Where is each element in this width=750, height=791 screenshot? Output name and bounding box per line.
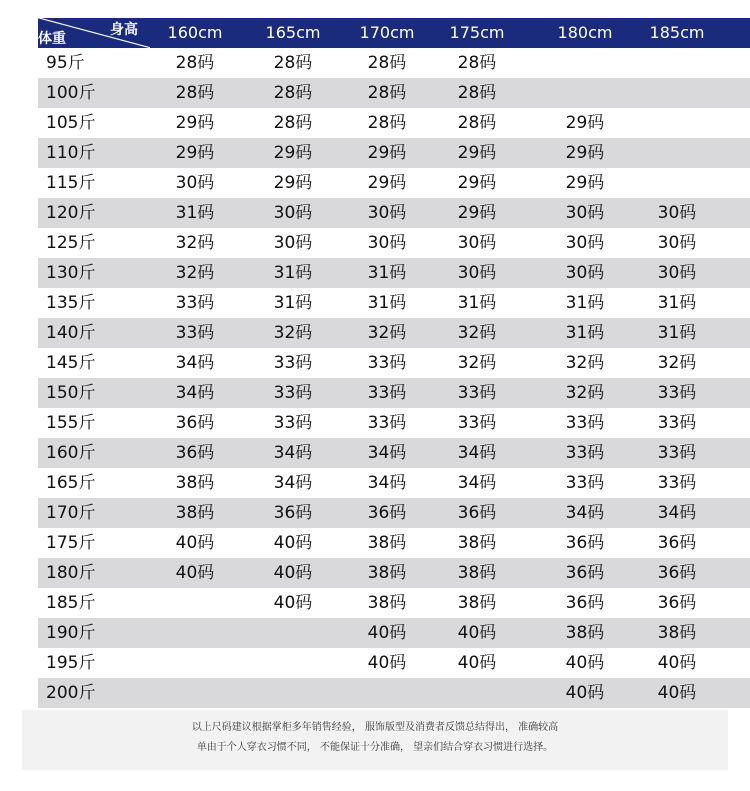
size-cell: 31码 (367, 263, 407, 283)
size-cell: 30码 (657, 263, 697, 283)
table-row (38, 588, 750, 618)
size-cell: 32码 (175, 233, 215, 253)
size-cell: 38码 (367, 593, 407, 613)
column-header: 180cm (557, 23, 613, 42)
table-row (38, 378, 750, 408)
size-cell (248, 678, 338, 708)
size-cell: 31码 (657, 293, 697, 313)
corner-cell (38, 18, 150, 48)
size-cell: 31码 (367, 293, 407, 313)
size-cell: 28码 (273, 83, 313, 103)
size-cell: 32码 (457, 353, 497, 373)
size-cell: 33码 (273, 413, 313, 433)
size-cell: 29码 (175, 143, 215, 163)
size-cell: 29码 (457, 173, 497, 193)
weight-label: 125斤 (46, 233, 96, 253)
size-cell: 36码 (657, 593, 697, 613)
column-header: 170cm (359, 23, 415, 42)
table-row (38, 648, 750, 678)
size-cell: 32码 (657, 353, 697, 373)
size-cell: 40码 (457, 653, 497, 673)
weight-label: 195斤 (46, 653, 96, 673)
size-cell: 40码 (457, 623, 497, 643)
size-cell: 33码 (175, 293, 215, 313)
size-cell: 29码 (273, 173, 313, 193)
size-cell: 38码 (457, 593, 497, 613)
size-cell: 40码 (273, 563, 313, 583)
size-cell: 32码 (457, 323, 497, 343)
table-row (38, 438, 750, 468)
size-cell: 36码 (175, 413, 215, 433)
table-row (38, 498, 750, 528)
size-cell (248, 618, 338, 648)
size-cell: 31码 (565, 323, 605, 343)
size-cell: 32码 (565, 383, 605, 403)
size-cell: 34码 (273, 473, 313, 493)
size-cell: 33码 (565, 473, 605, 493)
size-cell: 28码 (457, 83, 497, 103)
size-cell: 33码 (367, 413, 407, 433)
size-cell: 33码 (657, 413, 697, 433)
size-cell: 28码 (273, 53, 313, 73)
size-cell: 34码 (457, 443, 497, 463)
size-cell: 28码 (273, 113, 313, 133)
size-cell: 34码 (367, 473, 407, 493)
weight-label: 115斤 (46, 173, 96, 193)
size-cell: 29码 (565, 173, 605, 193)
weight-label: 95斤 (46, 53, 85, 73)
size-cell: 40码 (657, 683, 697, 703)
size-cell: 30码 (457, 263, 497, 283)
size-cell: 40码 (367, 623, 407, 643)
weight-label: 145斤 (46, 353, 96, 373)
weight-label: 180斤 (46, 563, 96, 583)
size-cell: 33码 (565, 413, 605, 433)
table-row (38, 108, 750, 138)
size-cell: 38码 (175, 503, 215, 523)
table-row (38, 48, 750, 78)
size-cell: 34码 (565, 503, 605, 523)
column-header: 185cm (649, 23, 705, 42)
size-cell: 28码 (367, 113, 407, 133)
size-cell: 38码 (565, 623, 605, 643)
size-cell: 33码 (657, 443, 697, 463)
size-cell: 38码 (367, 533, 407, 553)
size-cell (632, 168, 722, 198)
size-cell: 40码 (565, 653, 605, 673)
note-line-2: 单由于个人穿衣习惯不同， 不能保证十分准确， 望亲们结合穿衣习惯进行选择。 (196, 742, 554, 753)
size-cell (342, 678, 432, 708)
weight-label: 165斤 (46, 473, 96, 493)
size-cell: 40码 (565, 683, 605, 703)
table-body (38, 48, 750, 708)
size-cell: 38码 (367, 563, 407, 583)
size-cell: 32码 (367, 323, 407, 343)
weight-label: 140斤 (46, 323, 96, 343)
weight-label: 200斤 (46, 683, 96, 703)
height-axis-label: 身高 (110, 22, 138, 38)
size-cell: 40码 (657, 653, 697, 673)
size-cell: 30码 (565, 233, 605, 253)
weight-label: 105斤 (46, 113, 96, 133)
table-row (38, 78, 750, 108)
size-cell: 36码 (565, 533, 605, 553)
size-cell (632, 138, 722, 168)
table-row (38, 258, 750, 288)
table-row (38, 138, 750, 168)
size-cell: 34码 (175, 383, 215, 403)
size-cell: 34码 (457, 473, 497, 493)
column-header: 165cm (265, 23, 321, 42)
weight-label: 175斤 (46, 533, 96, 553)
size-cell: 38码 (457, 563, 497, 583)
table-row (38, 198, 750, 228)
size-cell: 29码 (565, 113, 605, 133)
size-cell: 33码 (273, 353, 313, 373)
size-cell: 29码 (175, 113, 215, 133)
size-cell: 31码 (175, 203, 215, 223)
table-row (38, 408, 750, 438)
size-cell: 31码 (657, 323, 697, 343)
size-cell (432, 678, 522, 708)
column-header: 160cm (167, 23, 223, 42)
size-cell: 28码 (175, 53, 215, 73)
table-row (38, 288, 750, 318)
weight-label: 120斤 (46, 203, 96, 223)
size-cell: 30码 (273, 233, 313, 253)
weight-label: 170斤 (46, 503, 96, 523)
size-cell: 36码 (565, 593, 605, 613)
size-cell: 32码 (273, 323, 313, 343)
size-cell: 36码 (657, 533, 697, 553)
size-cell: 32码 (175, 263, 215, 283)
size-cell (150, 648, 240, 678)
size-cell: 30码 (565, 263, 605, 283)
size-cell: 36码 (367, 503, 407, 523)
size-cell: 30码 (657, 203, 697, 223)
size-cell: 30码 (657, 233, 697, 253)
weight-label: 110斤 (46, 143, 96, 163)
size-chart-table (38, 18, 750, 708)
size-cell: 29码 (565, 143, 605, 163)
size-cell: 28码 (457, 113, 497, 133)
size-cell: 29码 (273, 143, 313, 163)
size-cell: 30码 (367, 233, 407, 253)
size-cell: 38码 (175, 473, 215, 493)
size-cell: 30码 (565, 203, 605, 223)
table-row (38, 528, 750, 558)
size-cell: 30码 (367, 203, 407, 223)
size-cell: 34码 (175, 353, 215, 373)
size-cell (632, 78, 722, 108)
size-cell: 33码 (457, 413, 497, 433)
weight-label: 130斤 (46, 263, 96, 283)
size-cell (248, 648, 338, 678)
size-cell: 38码 (657, 623, 697, 643)
size-cell: 31码 (273, 263, 313, 283)
size-cell: 31码 (457, 293, 497, 313)
size-cell: 38码 (457, 533, 497, 553)
size-cell: 40码 (175, 533, 215, 553)
size-cell: 30码 (273, 203, 313, 223)
size-cell: 34码 (367, 443, 407, 463)
table-row (38, 228, 750, 258)
weight-label: 155斤 (46, 413, 96, 433)
size-cell: 28码 (175, 83, 215, 103)
size-cell: 28码 (457, 53, 497, 73)
size-cell (150, 678, 240, 708)
size-cell (632, 48, 722, 78)
table-row (38, 678, 750, 708)
size-cell: 40码 (273, 593, 313, 613)
weight-label: 185斤 (46, 593, 96, 613)
size-cell: 40码 (367, 653, 407, 673)
table-row (38, 168, 750, 198)
size-cell: 30码 (457, 233, 497, 253)
size-cell: 36码 (273, 503, 313, 523)
table-row (38, 348, 750, 378)
size-cell: 33码 (657, 383, 697, 403)
note-line-1: 以上尺码建议根据掌柜多年销售经验， 服饰版型及消费者反馈总结得出， 准确较高 (191, 722, 559, 733)
size-cell (632, 108, 722, 138)
size-cell: 32码 (565, 353, 605, 373)
size-cell: 31码 (565, 293, 605, 313)
size-advice-note (22, 710, 728, 770)
size-cell: 28码 (367, 83, 407, 103)
size-cell: 36码 (565, 563, 605, 583)
size-cell (540, 78, 630, 108)
size-cell: 36码 (457, 503, 497, 523)
table-row (38, 618, 750, 648)
size-cell: 36码 (175, 443, 215, 463)
size-cell: 30码 (175, 173, 215, 193)
table-row (38, 558, 750, 588)
size-cell: 34码 (273, 443, 313, 463)
size-cell: 29码 (457, 203, 497, 223)
size-cell: 29码 (457, 143, 497, 163)
size-cell: 33码 (175, 323, 215, 343)
table-row (38, 468, 750, 498)
weight-label: 190斤 (46, 623, 96, 643)
size-cell: 28码 (367, 53, 407, 73)
size-cell (150, 588, 240, 618)
size-cell: 33码 (457, 383, 497, 403)
size-cell: 31码 (273, 293, 313, 313)
size-cell: 33码 (367, 353, 407, 373)
size-cell: 40码 (175, 563, 215, 583)
size-cell: 34码 (657, 503, 697, 523)
size-cell: 33码 (273, 383, 313, 403)
size-cell: 29码 (367, 143, 407, 163)
weight-label: 150斤 (46, 383, 96, 403)
weight-axis-label: 体重 (38, 31, 66, 47)
size-cell: 33码 (657, 473, 697, 493)
size-cell (150, 618, 240, 648)
weight-label: 100斤 (46, 83, 96, 103)
table-row (38, 318, 750, 348)
size-cell: 33码 (367, 383, 407, 403)
table-header (38, 18, 750, 48)
size-cell (540, 48, 630, 78)
size-cell: 40码 (273, 533, 313, 553)
weight-label: 160斤 (46, 443, 96, 463)
size-cell: 33码 (565, 443, 605, 463)
weight-label: 135斤 (46, 293, 96, 313)
column-header: 175cm (449, 23, 505, 42)
size-cell: 36码 (657, 563, 697, 583)
size-cell: 29码 (367, 173, 407, 193)
